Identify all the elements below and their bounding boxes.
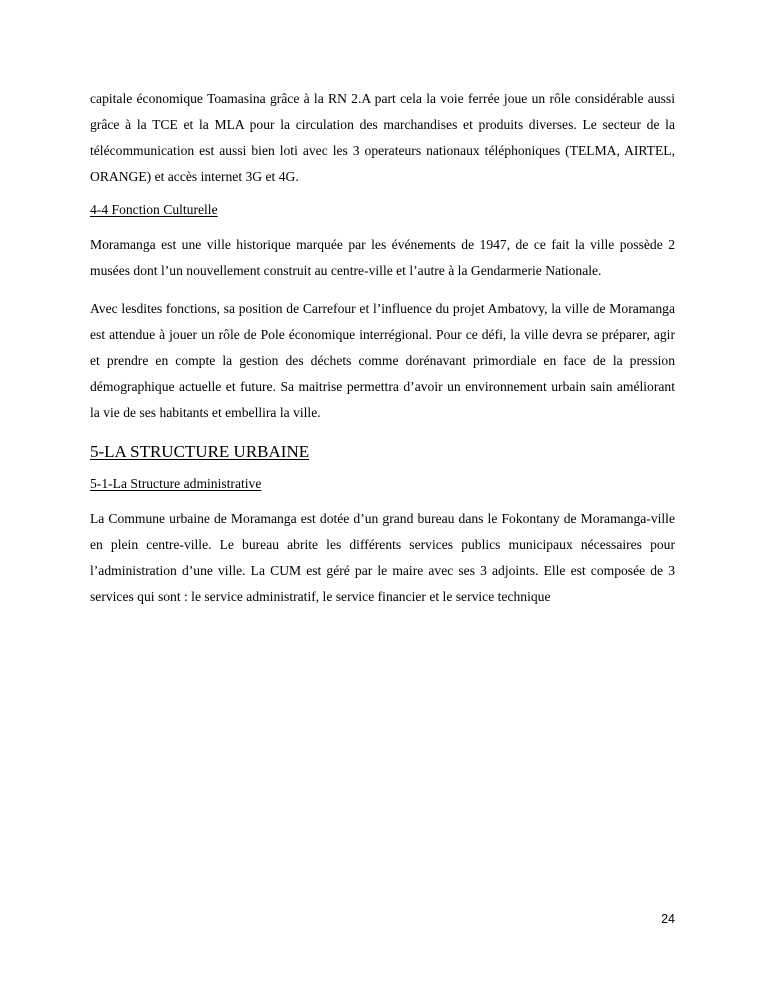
paragraph-fonctions: Avec lesdites fonctions, sa position de Carrefour et l’influence du projet Ambatovy, la ville de Moramanga est attendue à jouer un rôle de Pole économique interrégional. Pour ce défi, la ville devra se préparer, agir et prendre en compte la gestion des déchets comme dorénavant primordiale en face de la pression démographique actuelle et future. Sa maitrise permettra d’avoir un environnement urbain sain améliorant la vie de ses habitants et embellira la ville. bbox=[90, 301, 675, 420]
heading-structure-urbaine bbox=[90, 440, 675, 464]
subheading-fonction-culturelle-text: 4-4 Fonction Culturelle bbox=[90, 202, 218, 217]
heading-structure-urbaine-text: 5-LA STRUCTURE URBAINE bbox=[90, 442, 310, 461]
paragraph-commune-urbaine: La Commune urbaine de Moramanga est dotée d’un grand bureau dans le Fokontany de Moramanga-ville en plein centre-ville. Le bureau abrite les différents services publics municipaux nécessaires pour l’administration d’une ville. La CUM est géré par le maire avec ses 3 adjoints. Elle est composée de 3 services qui sont : le service administratif, le service financier et le service technique bbox=[90, 511, 675, 604]
subheading-fonction-culturelle bbox=[90, 200, 675, 220]
subheading-structure-administrative-text: 5-1-La Structure administrative bbox=[90, 476, 262, 491]
document-body bbox=[90, 86, 675, 622]
page-number: 24 bbox=[661, 912, 675, 926]
subheading-structure-administrative bbox=[90, 474, 675, 494]
paragraph-historique: Moramanga est une ville historique marquée par les événements de 1947, de ce fait la ville possède 2 musées dont l’un nouvellement construit au centre-ville et l’autre à la Gendarmerie Nationale. bbox=[90, 237, 675, 278]
paragraph-transport-telecom: capitale économique Toamasina grâce à la RN 2.A part cela la voie ferrée joue un rôle considérable aussi grâce à la TCE et la MLA pour la circulation des marchandises et produits diverses. Le secteur de la télécommunication est aussi bien loti avec les 3 operateurs nationaux téléphoniques (TELMA, AIRTEL, ORANGE) et accès internet 3G et 4G. bbox=[90, 91, 675, 184]
